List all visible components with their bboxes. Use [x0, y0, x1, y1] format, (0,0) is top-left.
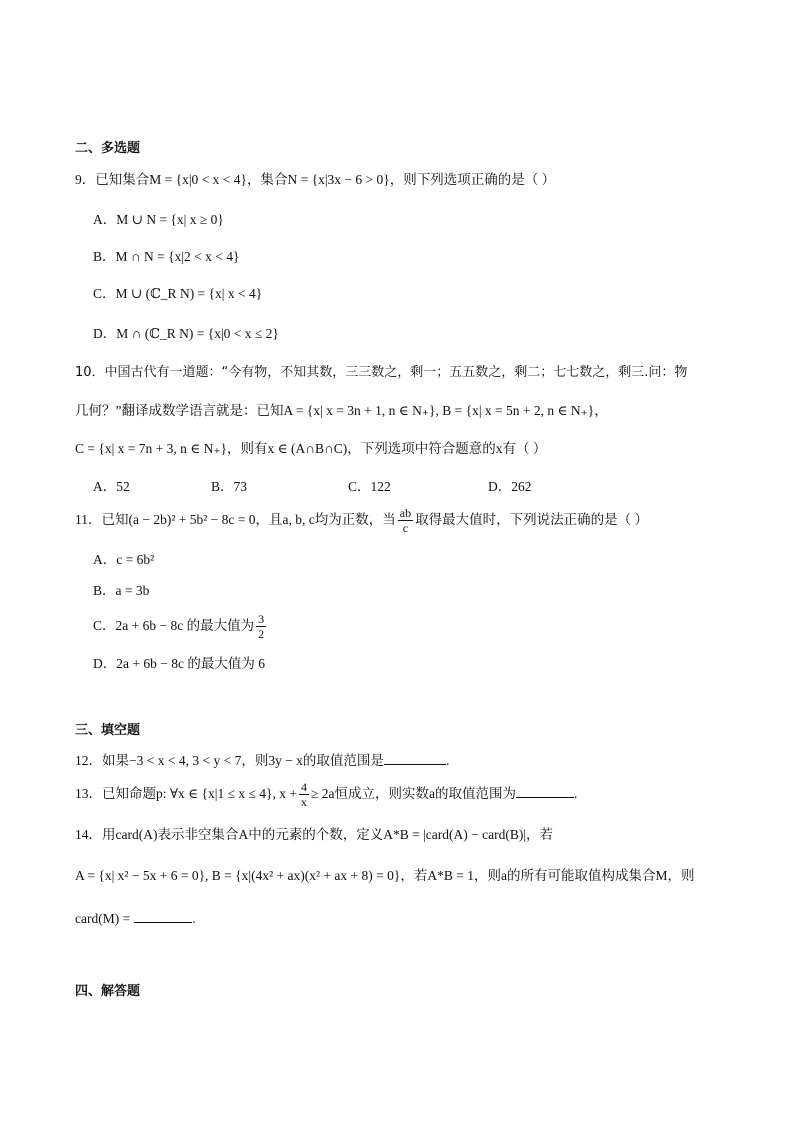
q13-frac-den: x	[301, 795, 307, 810]
q13	[75, 777, 577, 811]
q12-answer-blank[interactable]	[384, 750, 446, 765]
q13-text-mid: ≥ 2a恒成立，则实数a的取值范围为	[311, 786, 517, 801]
q13-text-pre: 13．已知命题p: ∀x ∈ {x|1 ≤ x ≤ 4}, x +	[75, 786, 297, 801]
q12-text: 12．如果−3 < x < 4, 3 < y < 7，则3y − x的取值范围是	[75, 753, 384, 768]
q10-option-b: B．73	[211, 479, 248, 494]
q11-frac-den: c	[402, 521, 409, 536]
q12	[75, 750, 449, 770]
q9-option-c: C．M ∪ (ℂ_R N) = {x| x < 4}	[93, 286, 263, 301]
section-heading-answer: 四、解答题	[75, 984, 141, 999]
q11-option-c-den: 2	[258, 627, 265, 642]
q13-frac-num: 4	[301, 780, 307, 795]
section-heading-multi-choice: 二、多选题	[75, 141, 141, 156]
q11-frac-num: ab	[399, 506, 412, 521]
q12-period: .	[445, 753, 450, 768]
q11-option-c-num: 3	[258, 612, 265, 627]
q11-option-b: B．a = 3b	[93, 583, 150, 598]
q9-option-b: B．M ∩ N = {x|2 < x < 4}	[93, 249, 240, 264]
q10-option-d: D．262	[488, 479, 532, 494]
q10-option-a: A．52	[93, 479, 130, 494]
q10-line-2: 几何？”翻译成数学语言就是：已知A = {x| x = 3n + 1, n ∈ N₊}, B = {x| x = 5n + 2, n ∈ N₊}，	[75, 403, 608, 418]
q9-option-d: D．M ∩ (ℂ_R N) = {x|0 < x ≤ 2}	[93, 326, 279, 341]
q10-line-3: C = {x| x = 7n + 3, n ∈ N₊}，则有x ∈ (A∩B∩C)，下列选项中符合题意的x有（ ）	[75, 441, 547, 456]
q11-option-c-text: C．2a + 6b − 8c 的最大值为	[93, 618, 255, 633]
q11-stem	[75, 505, 648, 535]
q14-line-3	[75, 908, 196, 928]
q14-answer-blank[interactable]	[134, 908, 192, 923]
q14-period: .	[192, 911, 196, 926]
q9-stem: 9．已知集合M = {x|0 < x < 4}，集合N = {x|3x − 6 > 0}，则下列选项正确的是（ ）	[75, 172, 556, 187]
q14-card-m: card(M) =	[75, 911, 131, 926]
q13-period: .	[574, 786, 578, 801]
q11-fraction	[398, 506, 413, 535]
q10-line-1: 10．中国古代有一道题：“今有物，不知其数，三三数之，剩一；五五数之，剩二；七七数之，剩三.问：物	[75, 365, 688, 380]
section-heading-fill-blank: 三、填空题	[75, 723, 141, 738]
q10-option-c: C．122	[348, 479, 391, 494]
q11-option-d: D．2a + 6b − 8c 的最大值为 6	[93, 656, 265, 671]
q11-option-c	[93, 610, 268, 642]
q11-stem-pre: 11．已知(a − 2b)² + 5b² − 8c = 0，且a, b, c均为正数，当	[75, 512, 396, 527]
q14-line-1: 14．用card(A)表示非空集合A中的元素的个数，定义A*B = |card(A) − card(B)|，若	[75, 827, 554, 842]
q13-answer-blank[interactable]	[516, 783, 574, 798]
q11-option-c-fraction	[256, 612, 266, 641]
q9-option-a: A．M ∪ N = {x| x ≥ 0}	[93, 212, 224, 227]
q13-fraction	[299, 780, 309, 809]
q11-stem-post: 取得最大值时，下列说法正确的是（ ）	[415, 512, 648, 527]
q11-option-a: A．c = 6b²	[93, 552, 155, 567]
q14-line-2: A = {x| x² − 5x + 6 = 0}, B = {x|(4x² + ax)(x² + ax + 8) = 0}，若A*B = 1，则a的所有可能取值构成集合M，则	[75, 868, 695, 883]
